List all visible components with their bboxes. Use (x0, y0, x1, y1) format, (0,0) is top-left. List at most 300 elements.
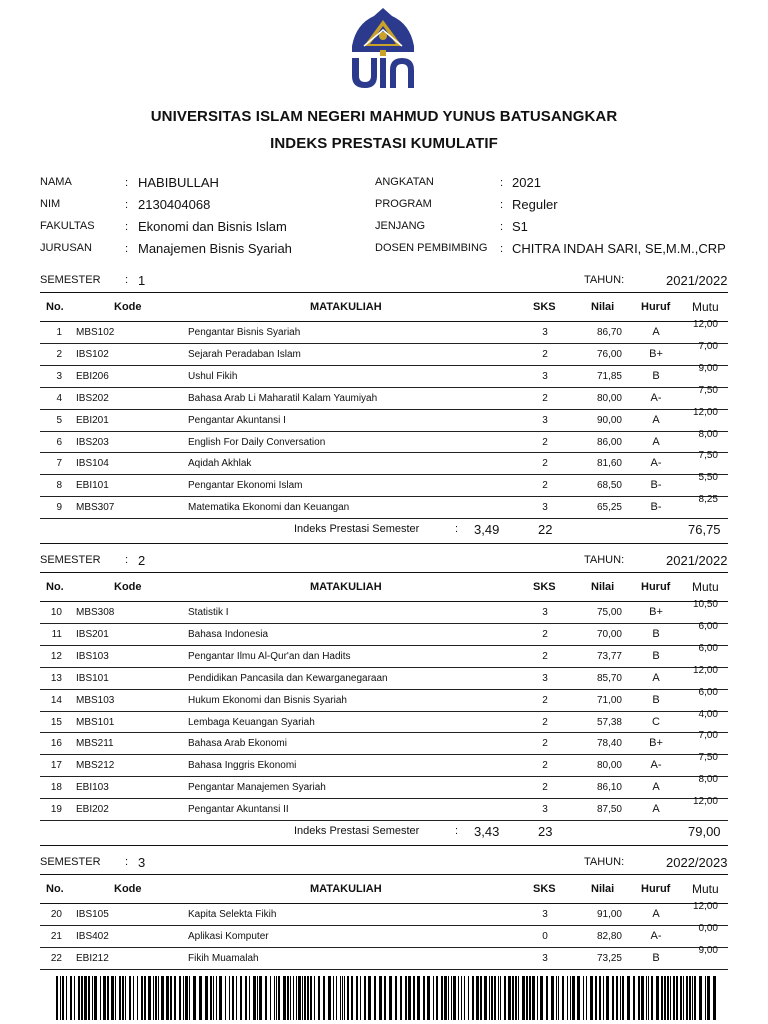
barcode-bar (323, 976, 325, 1020)
course-huruf: B (652, 649, 660, 662)
program-value: Reguler (512, 197, 558, 212)
barcode-bar (144, 976, 146, 1020)
course-huruf: B+ (649, 737, 663, 750)
barcode-bar (100, 976, 101, 1020)
course-nilai: 78,40 (596, 738, 622, 750)
course-code: MBS308 (76, 607, 115, 618)
barcode-bar (689, 976, 691, 1020)
barcode-bar (115, 976, 116, 1020)
ips-label: Indeks Prestasi Semester (294, 825, 420, 837)
fakultas-label: FAKULTAS (40, 220, 95, 232)
course-mutu: 5,50 (698, 472, 718, 484)
course-name: Aqidah Akhlak (188, 458, 252, 470)
barcode-bar (595, 976, 597, 1020)
course-huruf: B- (650, 501, 662, 514)
course-no: 21 (50, 930, 62, 942)
barcode-bar (667, 976, 669, 1020)
barcode-bar (259, 976, 262, 1020)
course-name: Bahasa Indonesia (188, 628, 269, 640)
barcode-bar (551, 976, 554, 1020)
barcode-bar (210, 976, 212, 1020)
barcode-bar (283, 976, 286, 1020)
course-name: Pengantar Bisnis Syariah (188, 327, 301, 338)
barcode-bar (253, 976, 256, 1020)
barcode-bar (310, 976, 312, 1020)
course-mutu: 9,00 (698, 362, 718, 374)
barcode-bar (189, 976, 190, 1020)
course-huruf: B (652, 951, 660, 964)
barcode-bar (216, 976, 217, 1020)
barcode-bar (333, 976, 334, 1020)
course-row (0, 406, 768, 431)
course-mutu: 6,00 (698, 642, 718, 654)
total-mutu: 76,75 (688, 522, 721, 538)
column-headers (0, 883, 768, 899)
course-sks: 2 (542, 458, 548, 470)
course-nilai: 68,50 (596, 480, 622, 492)
course-row (0, 384, 768, 409)
row-rule (40, 820, 728, 821)
course-huruf: B+ (649, 347, 663, 360)
course-code: IBS101 (76, 672, 109, 684)
col-matakuliah: MATAKULIAH (310, 581, 382, 593)
col-kode: Kode (114, 301, 142, 313)
course-huruf: A (652, 326, 660, 338)
barcode-bar (570, 976, 571, 1020)
course-code: IBS103 (76, 650, 109, 662)
course-row (0, 340, 768, 365)
semester-header: SEMESTER : 2 TAHUN: 2021/2022 (40, 553, 728, 568)
course-row (0, 474, 768, 496)
ips-label: Indeks Prestasi Semester (294, 523, 420, 536)
course-name: Pengantar Ilmu Al-Qur'an dan Hadits (188, 650, 351, 662)
course-huruf: B (652, 369, 660, 382)
barcode-bar (705, 976, 706, 1020)
barcode-bar (433, 976, 434, 1020)
col-huruf: Huruf (641, 883, 671, 895)
barcode-bar (155, 976, 157, 1020)
course-sks: 3 (542, 370, 548, 382)
col-mutu: Mutu (692, 882, 719, 896)
barcode-bar (225, 976, 226, 1020)
jenjang-label: JENJANG (375, 220, 426, 232)
course-no: 17 (50, 760, 62, 772)
barcode-bar (236, 976, 237, 1020)
barcode-bar (240, 976, 242, 1020)
barcode-bar (417, 976, 420, 1020)
barcode-bar (84, 976, 87, 1020)
course-row (0, 708, 768, 733)
course-code: MBS307 (76, 502, 115, 514)
barcode-bar (205, 976, 208, 1020)
course-nilai: 82,80 (596, 930, 622, 942)
column-headers (0, 301, 768, 317)
course-no: 5 (56, 414, 62, 426)
barcode-bar (148, 976, 151, 1020)
course-mutu: 12,00 (692, 664, 718, 676)
course-row (0, 428, 768, 453)
course-code: IBS402 (76, 930, 109, 942)
course-code: EBI101 (76, 480, 109, 492)
semester-number: 3 (138, 855, 146, 870)
course-sks: 2 (542, 436, 548, 448)
course-mutu: 6,00 (698, 686, 718, 698)
tahun-label: TAHUN: (584, 856, 625, 868)
barcode-bar (66, 976, 67, 1020)
course-huruf: A- (650, 929, 662, 942)
course-name: Statistik I (188, 607, 229, 618)
barcode-bar (529, 976, 531, 1020)
barcode-bar (500, 976, 501, 1020)
semester-header: SEMESTER : 1 TAHUN: 2021/2022 (40, 273, 728, 288)
course-mutu: 6,00 (698, 620, 718, 632)
barcode-bar (515, 976, 517, 1020)
course-name: Aplikasi Komputer (188, 930, 269, 942)
course-code: IBS102 (76, 348, 109, 360)
semester-label: SEMESTER (40, 554, 101, 566)
barcode-bar (304, 976, 306, 1020)
barcode-bar (707, 976, 710, 1020)
course-nilai: 90,00 (596, 414, 622, 426)
barcode-bar (229, 976, 230, 1020)
barcode-bar (646, 976, 647, 1020)
course-sks: 0 (542, 930, 548, 942)
barcode-bar (60, 976, 61, 1020)
student-info: NAMA : HABIBULLAH NIM : 2130404068 FAKULTAS : Ekonomi dan Bisnis Islam JURUSAN : Manajemen Bisnis Syariah ANGKATAN : 2021 PROGRAM : Reguler JENJANG : S1 DOSEN PEMBIMBING : CHITRA INDAH SARI, SE,M.M.,CRP (40, 175, 726, 256)
course-no: 20 (50, 909, 62, 920)
course-sks: 3 (542, 804, 548, 816)
jenjang-value: S1 (512, 219, 528, 234)
course-name: Matematika Ekonomi dan Keuangan (188, 502, 350, 514)
course-mutu: 7,00 (698, 340, 718, 352)
barcode-bar (185, 976, 188, 1020)
col-sks: SKS (533, 581, 556, 593)
course-mutu: 10,50 (692, 599, 718, 610)
course-code: IBS201 (76, 628, 109, 640)
course-sks: 2 (542, 348, 548, 360)
barcode-bar (213, 976, 214, 1020)
col-sks: SKS (533, 301, 556, 313)
total-sks: 23 (538, 824, 553, 839)
course-nilai: 85,70 (596, 672, 622, 684)
barcode-bar (141, 976, 143, 1020)
course-code: MBS101 (76, 716, 115, 728)
nama-value: HABIBULLAH (138, 175, 219, 190)
barcode-bar (368, 976, 371, 1020)
course-sks: 2 (542, 782, 548, 794)
course-row (0, 642, 768, 667)
course-nilai: 73,25 (596, 952, 622, 964)
course-row (0, 321, 768, 343)
course-sks: 2 (542, 738, 548, 750)
barcode-bar (468, 976, 469, 1020)
barcode-bar (444, 976, 447, 1020)
course-no: 6 (56, 436, 62, 448)
barcode-bar (158, 976, 159, 1020)
course-mutu: 7,50 (698, 384, 718, 396)
barcode-bar (107, 976, 109, 1020)
course-code: IBS105 (76, 909, 109, 920)
course-mutu: 8,00 (698, 428, 718, 440)
course-huruf: B- (650, 479, 662, 492)
course-nilai: 86,70 (596, 327, 622, 338)
course-nilai: 86,00 (596, 436, 622, 448)
barcode-bar (94, 976, 97, 1020)
ips-value: 3,49 (474, 522, 500, 538)
course-name: Pengantar Akuntansi II (188, 804, 289, 816)
course-no: 16 (50, 738, 62, 750)
col-sks: SKS (533, 883, 556, 895)
barcode-bar (405, 976, 407, 1020)
barcode-bar (540, 976, 543, 1020)
table-top-rule (40, 292, 728, 293)
angkatan-label: ANGKATAN (375, 176, 434, 188)
col-nilai: Nilai (591, 301, 615, 313)
course-mutu: 12,00 (692, 796, 718, 808)
barcode-bar (558, 976, 559, 1020)
barcode-bar (290, 976, 291, 1020)
barcode-bar (111, 976, 114, 1020)
course-nilai: 80,00 (596, 760, 622, 772)
barcode-bar (379, 976, 382, 1020)
barcode-bar (170, 976, 172, 1020)
course-sks: 3 (542, 909, 548, 920)
course-nilai: 81,60 (596, 458, 622, 470)
course-sks: 3 (542, 502, 548, 514)
semester-label: SEMESTER (40, 856, 101, 868)
course-row (0, 664, 768, 689)
semester-summary: Indeks Prestasi Semester : 3,49 22 76,75 (294, 522, 721, 538)
course-nilai: 57,38 (596, 716, 622, 728)
course-code: MBS212 (76, 760, 115, 772)
barcode-bar (374, 976, 376, 1020)
barcode-bar (287, 976, 289, 1020)
course-no: 1 (56, 327, 62, 338)
barcode-bar (484, 976, 487, 1020)
barcode-bar (265, 976, 267, 1020)
barcode-bar (458, 976, 459, 1020)
barcode-bar (74, 976, 75, 1020)
course-no: 22 (50, 952, 62, 964)
course-name: Bahasa Arab Li Maharatil Kalam Yaumiyah (188, 392, 378, 404)
barcode-bar (92, 976, 93, 1020)
course-nilai: 91,00 (596, 909, 622, 920)
col-no: No. (46, 301, 64, 313)
barcode-bar (476, 976, 479, 1020)
barcode-bar (562, 976, 564, 1020)
course-no: 11 (51, 628, 62, 640)
course-nilai: 71,00 (596, 694, 622, 706)
course-code: IBS104 (76, 458, 109, 470)
course-row (0, 620, 768, 645)
course-huruf: B (652, 627, 660, 640)
course-huruf: B+ (649, 606, 663, 618)
row-rule (40, 518, 728, 519)
barcode-bar (498, 976, 499, 1020)
semester-number: 1 (138, 273, 146, 288)
col-matakuliah: MATAKULIAH (310, 301, 382, 313)
barcode-bar (448, 976, 449, 1020)
course-no: 4 (56, 392, 62, 404)
barcode-bar (389, 976, 392, 1020)
barcode-bar (400, 976, 402, 1020)
course-code: EBI206 (76, 370, 109, 382)
barcode-bar (453, 976, 456, 1020)
barcode-bar (328, 976, 331, 1020)
barcode-bar (166, 976, 169, 1020)
barcode-bar (249, 976, 250, 1020)
barcode-bar (342, 976, 343, 1020)
barcode-bar (676, 976, 678, 1020)
barcode-bar (78, 976, 80, 1020)
course-row (0, 922, 768, 947)
course-no: 7 (56, 458, 62, 470)
tahun-value: 2022/2023 (666, 855, 728, 870)
barcode-bar (606, 976, 609, 1020)
barcode-bar (683, 976, 684, 1020)
col-matakuliah: MATAKULIAH (310, 883, 382, 895)
barcode-bar (347, 976, 349, 1020)
barcode-bar (344, 976, 345, 1020)
row-rule (40, 969, 728, 970)
tahun-label: TAHUN: (584, 554, 625, 566)
barcode-bar (336, 976, 337, 1020)
barcode-bar (441, 976, 443, 1020)
course-huruf: A (652, 435, 660, 448)
col-mutu: Mutu (692, 300, 719, 314)
barcode-bar (351, 976, 353, 1020)
barcode-bar (494, 976, 496, 1020)
barcode-bar (599, 976, 601, 1020)
barcode-bar (651, 976, 653, 1020)
course-code: MBS211 (76, 738, 114, 750)
table-top-rule (40, 874, 728, 875)
barcode-bar (395, 976, 397, 1020)
barcode-bar (680, 976, 682, 1020)
semester-header: SEMESTER : 3 TAHUN: 2022/2023 (40, 855, 728, 870)
barcode-bar (122, 976, 124, 1020)
course-nilai: 73,77 (596, 650, 622, 662)
table-top-rule (40, 572, 728, 573)
barcode-bar (179, 976, 181, 1020)
course-name: Lembaga Keuangan Syariah (188, 716, 315, 728)
jurusan-label: JURUSAN (40, 242, 92, 254)
course-mutu: 7,50 (698, 752, 718, 764)
course-huruf: A (652, 781, 660, 794)
barcode-bar (125, 976, 126, 1020)
barcode-bar (656, 976, 659, 1020)
course-mutu: 4,00 (698, 708, 718, 720)
course-row (0, 776, 768, 798)
course-sks: 2 (542, 480, 548, 492)
barcode-bar (270, 976, 271, 1020)
course-nilai: 75,00 (596, 607, 622, 618)
barcode-bar (413, 976, 415, 1020)
course-mutu: 7,50 (698, 450, 718, 462)
course-mutu: 8,25 (698, 494, 718, 506)
course-name: Sejarah Peradaban Islam (188, 348, 301, 360)
dosen-value: CHITRA INDAH SARI, SE,M.M.,CRP (512, 241, 726, 256)
barcode-bar (199, 976, 202, 1020)
course-huruf: A (652, 908, 660, 920)
barcode-bar (137, 976, 138, 1020)
barcode-bar (522, 976, 525, 1020)
barcode-bar (638, 976, 640, 1020)
course-huruf: A (652, 803, 660, 816)
course-sks: 2 (542, 694, 548, 706)
course-name: Bahasa Arab Ekonomi (188, 738, 287, 750)
barcode-bar (567, 976, 568, 1020)
barcode-bar (699, 976, 702, 1020)
barcode-bar (88, 976, 90, 1020)
course-name: Pengantar Akuntansi I (188, 414, 286, 426)
ips-value: 3,43 (474, 824, 500, 839)
course-huruf: C (652, 715, 660, 728)
barcode-bar (133, 976, 134, 1020)
course-code: EBI103 (76, 782, 109, 794)
course-mutu: 12,00 (692, 901, 718, 912)
barcode-bar (56, 976, 58, 1020)
barcode-bar (694, 976, 696, 1020)
barcode-bar (296, 976, 297, 1020)
barcode-bar (508, 976, 511, 1020)
nim-label: NIM (40, 198, 61, 210)
barcode-bar (293, 976, 294, 1020)
col-mutu: Mutu (692, 580, 719, 594)
course-sks: 2 (542, 760, 548, 772)
semester-label: SEMESTER (40, 274, 101, 286)
barcode-bar (546, 976, 548, 1020)
course-code: EBI212 (76, 952, 109, 964)
barcode-bar (612, 976, 614, 1020)
barcode-bar (302, 976, 303, 1020)
course-row (0, 686, 768, 711)
course-name: Ushul Fikih (188, 370, 238, 382)
course-sks: 3 (542, 414, 548, 426)
barcode-bar (464, 976, 465, 1020)
barcode-bar (472, 976, 474, 1020)
barcode-bar (340, 976, 341, 1020)
barcode-bar (713, 976, 716, 1020)
barcode-bar (590, 976, 593, 1020)
course-code: IBS202 (76, 392, 109, 404)
course-code: EBI202 (76, 804, 109, 816)
course-row (0, 496, 768, 518)
barcode-bar (556, 976, 557, 1020)
barcode-bar (664, 976, 666, 1020)
course-huruf: A (652, 413, 660, 426)
barcode-bar (427, 976, 430, 1020)
barcode-bar (616, 976, 618, 1020)
barcode-bar (356, 976, 358, 1020)
university-name: UNIVERSITAS ISLAM NEGERI MAHMUD YUNUS BATUSANGKAR (150, 108, 618, 125)
barcode-bar (686, 976, 688, 1020)
course-sks: 2 (542, 716, 548, 728)
course-sks: 2 (542, 628, 548, 640)
barcode-bar (384, 976, 386, 1020)
barcode-bar (480, 976, 482, 1020)
course-sks: 2 (542, 392, 548, 404)
course-no: 8 (56, 480, 62, 492)
barcode-bar (537, 976, 538, 1020)
course-row (0, 944, 768, 969)
course-row (0, 452, 768, 474)
course-mutu: 12,00 (692, 319, 718, 330)
course-no: 10 (50, 607, 62, 618)
barcode-bar (586, 976, 587, 1020)
course-name: English For Daily Conversation (188, 436, 326, 448)
tahun-value: 2021/2022 (666, 273, 728, 288)
